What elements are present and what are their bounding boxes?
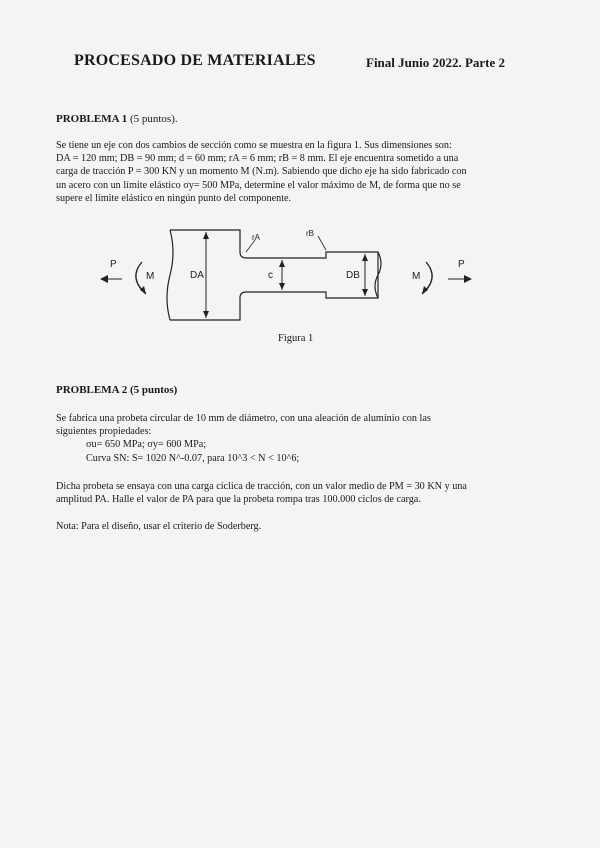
c-arrow-top: [279, 260, 285, 267]
moment-arrowhead-right: [422, 286, 428, 294]
page-title: PROCESADO DE MATERIALES: [74, 52, 316, 69]
problem2-title: PROBLEMA 2 (5 puntos): [56, 384, 178, 396]
force-arrowhead-left: [100, 275, 108, 283]
problem2-heading: [56, 384, 177, 396]
problem1-line: DA = 120 mm; DB = 90 mm; d = 60 mm; rA = 6 mm; rB = 8 mm. El eje encuentra sometido a una: [56, 153, 459, 165]
problem1-points: (5 puntos).: [129, 113, 178, 125]
figure-1-diagram: [90, 222, 490, 330]
rb-label: rB: [306, 229, 314, 238]
rb-leader: [318, 236, 326, 250]
problem2-property: σu= 650 MPa; σy= 600 MPa;: [86, 439, 207, 451]
da-arrow-bottom: [203, 311, 209, 318]
c-arrow-bottom: [279, 283, 285, 290]
force-label-left: P: [110, 259, 117, 270]
moment-label-right: M: [412, 271, 421, 282]
ra-label: rA: [252, 233, 260, 242]
c-label: c: [268, 270, 273, 281]
problem1-statement: [56, 139, 524, 205]
da-arrow-top: [203, 232, 209, 239]
problem1-heading: [56, 113, 178, 125]
break-line-left: [167, 230, 173, 320]
db-arrow-top: [362, 254, 368, 261]
problem2-sn-curve: Curva SN: S= 1020 N^-0.07, para 10^3 < N < 10^6;: [86, 452, 300, 464]
problem2-load: [56, 480, 524, 506]
exam-subtitle: Final Junio 2022. Parte 2: [366, 55, 506, 70]
problem1-title: PROBLEMA 1: [56, 113, 128, 125]
moment-label-left: M: [146, 271, 155, 282]
problem1-line: supere el límite elástico en ningún punto del componente.: [56, 192, 292, 204]
problem2-note: Nota: Para el diseño, usar el criterio de Soderberg.: [56, 521, 262, 532]
problem1-line: carga de tracción P = 300 KN y un momento M (N.m). Sabiendo que dicho eje ha sido fabricado con: [56, 166, 467, 178]
db-label: DB: [346, 270, 360, 281]
force-arrowhead-right: [464, 275, 472, 283]
problem2-intro: [56, 412, 524, 465]
problem1-line: Se tiene un eje con dos cambios de sección como se muestra en la figura 1. Sus dimensiones son:: [56, 140, 452, 151]
force-label-right: P: [458, 259, 465, 270]
problem2-load-line: amplitud PA. Halle el valor de PA para que la probeta rompa tras 100.000 ciclos de carga.: [56, 494, 421, 506]
figure-caption: Figura 1: [278, 333, 314, 344]
problem2-intro-line: siguientes propiedades:: [56, 426, 152, 438]
da-label: DA: [190, 270, 204, 281]
db-arrow-bottom: [362, 289, 368, 296]
problem2-load-line: Dicha probeta se ensaya con una carga cíclica de tracción, con un valor medio de PM = 30 KN y una: [56, 481, 467, 492]
problem1-line: un acero con un límite elástico σy= 500 MPa, determine el valor máximo de M, de forma que no se: [56, 179, 461, 191]
problem2-intro-line: Se fabrica una probeta circular de 10 mm de diámetro, con una aleación de aluminio con las: [56, 413, 431, 424]
moment-arrowhead-left: [140, 286, 146, 294]
